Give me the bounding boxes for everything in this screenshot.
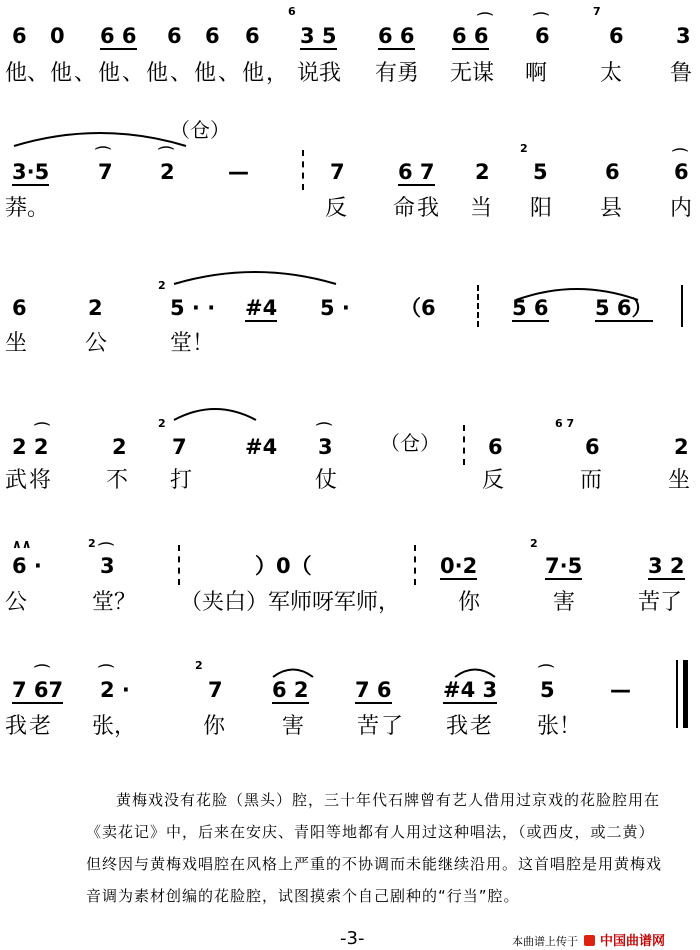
note: 6 [605,160,620,184]
note: 3 5 [300,24,337,48]
slur-icon [170,262,340,288]
fermata-icon: ⌒ [672,147,689,166]
lyric: 张！ [537,714,582,739]
note: 6 6 [100,24,137,48]
grace-note: 2 [195,659,203,672]
slur-icon [170,400,260,424]
note: 2 · [100,678,130,702]
note: #4 [245,435,278,459]
note: 6 · [12,554,42,578]
fermata-icon: ⌒ [477,11,494,30]
dash: — [228,160,249,184]
commentary-paragraph: 黄梅戏没有花脸（黑头）腔，三十年代石牌曾有艺人借用过京戏的花脸腔用在《卖花记》中，后来在安庆、青阳等地都有人用过这种唱法，（或西皮，或二黄）但终因与黄梅戏唱腔在风格上严重的不协调而未能继续沿用。这首唱腔是用黄梅戏音调为素材创编的花脸腔，试图摸索个自己剧种的“行当”腔。 [86,791,663,905]
note: 3 [318,435,333,459]
lyric: 阳 [530,196,553,221]
tremolo-icon: ∧∧ [12,537,32,551]
note: 7 [330,160,345,184]
lyric: 他、 [5,61,50,86]
percussion-mark: （仓） [170,118,230,142]
lyric: 命我 [393,196,442,221]
grace-note: 7 [593,5,601,18]
note: 3 2 [648,554,685,578]
dash: — [610,678,631,702]
note: #4 3 [443,678,498,702]
note: 6 [12,24,27,48]
note: 6 7 [398,160,435,184]
note: 6 [12,296,27,320]
note: 0 [50,24,65,48]
lyric: 你 [458,590,481,615]
lyric: 无谋 [450,61,495,86]
lyric: 反 [482,468,505,493]
footer-text: 本曲谱上传于 [512,935,578,948]
fermata-icon: ⌒ [98,541,115,560]
lyric: 武将 [5,468,54,493]
note: 6 6 [452,24,489,48]
grace-note: 2 [520,142,528,155]
lyric: 苦了 [638,590,683,615]
logo-icon [584,935,595,946]
lyric: 而 [580,468,603,493]
barline [414,545,417,585]
grace-note: 2 [158,279,166,292]
lyric: 县 [600,196,623,221]
note: 2 [475,160,490,184]
note: 6 [609,24,624,48]
fermata-icon: ⌒ [538,663,555,682]
note: 5 · · [170,296,216,320]
lyric: 当 [470,196,493,221]
lyric: 内 [670,196,693,221]
fermata-icon: ⌒ [95,145,112,164]
note: ）0（ [255,554,312,578]
note: 6 [674,160,689,184]
final-barline-thick [683,660,688,728]
note: 6 6 [378,24,415,48]
note: 3 [676,24,691,48]
note: 7 67 [12,678,64,702]
lyric: 坐 [5,331,28,356]
note: 6 [488,435,503,459]
note: 2 [112,435,127,459]
note: 2 [674,435,689,459]
lyric: 坐 [668,468,691,493]
note: 6 [205,24,220,48]
lyric: 害 [282,714,305,739]
note: 7 [172,435,187,459]
lyric: 说我 [297,61,342,86]
barline [302,150,305,190]
note: 5 6） [595,296,653,320]
fermata-icon: ⌒ [316,421,333,440]
note: 6 [245,24,260,48]
footer-credit [512,930,665,949]
note: 5 6 [512,296,549,320]
fermata-icon: ⌒ [34,421,51,440]
lyric: 反 [325,196,348,221]
grace-note: 2 [158,417,166,430]
final-barline-thin [676,660,678,728]
lyric: 鲁 [670,61,693,86]
lyric: 公 [5,590,28,615]
note: #4 [245,296,278,320]
lyric: 啊 [525,61,548,86]
grace-note: 6 7 [555,417,575,430]
note: 7·5 [545,554,583,578]
lyric: 苦了 [357,714,406,739]
lyric: 害 [553,590,576,615]
barline [477,285,480,327]
note: 2 2 [12,435,49,459]
lyric: 太 [600,61,623,86]
note: 3 [100,554,115,578]
lyric: 我老 [446,714,495,739]
note: 6 [535,24,550,48]
note: 6 [585,435,600,459]
note: 0·2 [440,554,478,578]
lyric: 打 [170,468,193,493]
lyric: 你 [203,714,226,739]
note: 7 [98,160,113,184]
note: 5 [533,160,548,184]
note: 5 · [320,296,350,320]
grace-note: 6 [288,5,296,18]
note: 7 6 [355,678,392,702]
page-number: -3- [340,928,365,949]
lyric: 他、他、他、他、他， [50,61,291,86]
note: 3·5 [12,160,50,184]
fermata-icon: ⌒ [34,663,51,682]
lyric: 莽。 [5,196,50,221]
barline [463,425,466,465]
lyric: 张， [92,714,137,739]
note: 2 [88,296,103,320]
lyric: 仗 [315,468,338,493]
note: 6 [167,24,182,48]
percussion-mark: （仓） [380,431,440,455]
lyric: 我老 [5,714,54,739]
fermata-icon: ⌒ [158,145,175,164]
fermata-icon: ⌒ [98,663,115,682]
grace-note: 2 [88,537,96,550]
note: 2 [160,160,175,184]
fermata-icon: ⌒ [533,11,550,30]
barline [178,545,181,585]
note: （6 [400,296,436,320]
barline [681,285,683,327]
grace-note: 2 [530,537,538,550]
lyric: 不 [106,468,129,493]
note: 7 [208,678,223,702]
lyric: 堂！ [170,331,215,356]
site-logo: 中国曲谱网 [600,934,666,949]
note: 5 [540,678,555,702]
lyric: 堂？ [92,590,137,615]
note: 6 2 [272,678,309,702]
lyric: 公 [85,331,108,356]
lyric: 有勇 [375,61,420,86]
lyric: （夹白）军师呀军师， [180,590,401,615]
